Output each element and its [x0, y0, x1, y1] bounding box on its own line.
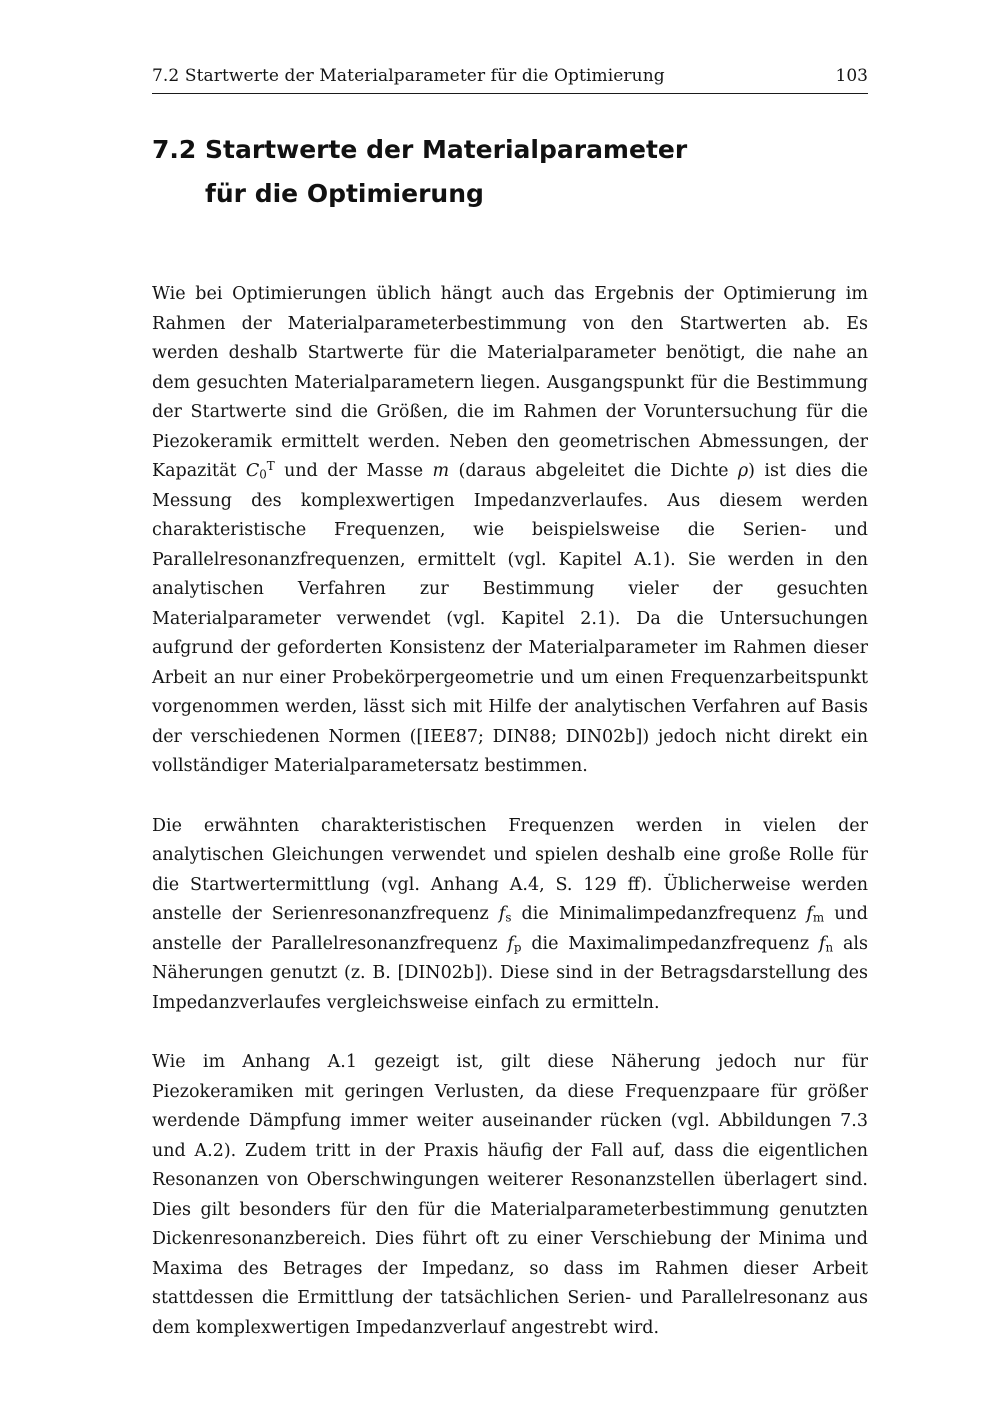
paragraph-2: Die erwähnten charakteristischen Frequenzen werden in vielen der analytischen Gleichungen verwendet und spielen deshalb eine große Rolle für die Startwertermittlung (vgl. Anhang A.4, S. 129 ff). Üblicherweise werden anstelle der Serienresonanzfrequenz $f_s$ die Minimalimpedanzfrequenz $f_m$ und anstelle der Parallelresonanzfrequenz $f_p$ die Maximalimpedanzfrequenz $f_n$ als Näherungen genutzt (z. B. [DIN02b]). Diese sind in der Betragsdarstellung des Impedanzverlaufes vergleichsweise einfach zu ermitteln.: [152, 815, 869, 1013]
body-text: [152, 280, 868, 1343]
running-header: [152, 66, 868, 94]
paragraph-1: Wie bei Optimierungen üblich hängt auch das Ergebnis der Optimierung im Rahmen der Materialparameterbestimmung von den Startwerten ab. Es werden deshalb Startwerte für die Materialparameter benötigt, die nahe an dem gesuchten Materialparametern liegen. Ausgangspunkt für die Bestimmung der Startwerte sind die Größen, die im Rahmen der Voruntersuchung für die Piezokeramik ermittelt werden. Neben den geometrischen Abmessungen, der Kapazität $C_0^T$ und der Masse m (daraus abgeleitet die Dichte ρ) ist dies die Messung des komplexwertigen Impedanzverlaufes. Aus diesem werden charakteristische Frequenzen, wie beispielsweise die Serien- und Parallelresonanzfrequenzen, ermittelt (vgl. Kapitel A.1). Sie werden in den analytischen Verfahren zur Bestimmung vieler der gesuchten Materialparameter verwendet (vgl. Kapitel 2.1). Da die Untersuchungen aufgrund der geforderten Konsistenz der Materialparameter im Rahmen dieser Arbeit an nur einer Probekörpergeometrie und um einen Frequenzarbeitspunkt vorgenommen werden, lässt sich mit Hilfe der analytischen Verfahren auf Basis der verschiedenen Normen ([IEE87; DIN88; DIN02b]) jedoch nicht direkt ein vollständiger Materialparametersatz bestimmen.: [152, 284, 868, 777]
section-title: Startwerte der Materialparameter für die Optimierung: [205, 135, 688, 209]
page-number: 103: [835, 66, 868, 86]
section-number: 7.2: [152, 135, 197, 165]
paragraph-3: Wie im Anhang A.1 gezeigt ist, gilt diese Näherung jedoch nur für Piezokeramiken mit geringen Verlusten, da diese Frequenzpaare für größer werdende Dämpfung immer weiter auseinander rücken (vgl. Abbildungen 7.3 und A.2). Zudem tritt in der Praxis häufig der Fall auf, dass die eigentlichen Resonanzen von Oberschwingungen weiterer Resonanzstellen überlagert sind. Dies gilt besonders für den für die Materialparameterbestimmung genutzten Dickenresonanzbereich. Dies führt oft zu einer Verschiebung der Minima und Maxima des Betrages der Impedanz, so dass im Rahmen dieser Arbeit stattdessen die Ermittlung der tatsächlichen Serien- und Parallelresonanz aus dem komplexwertigen Impedanzverlauf angestrebt wird.: [152, 1052, 868, 1338]
section-heading: [152, 128, 868, 216]
running-head-text: 7.2 Startwerte der Materialparameter für die Optimierung: [152, 66, 665, 86]
